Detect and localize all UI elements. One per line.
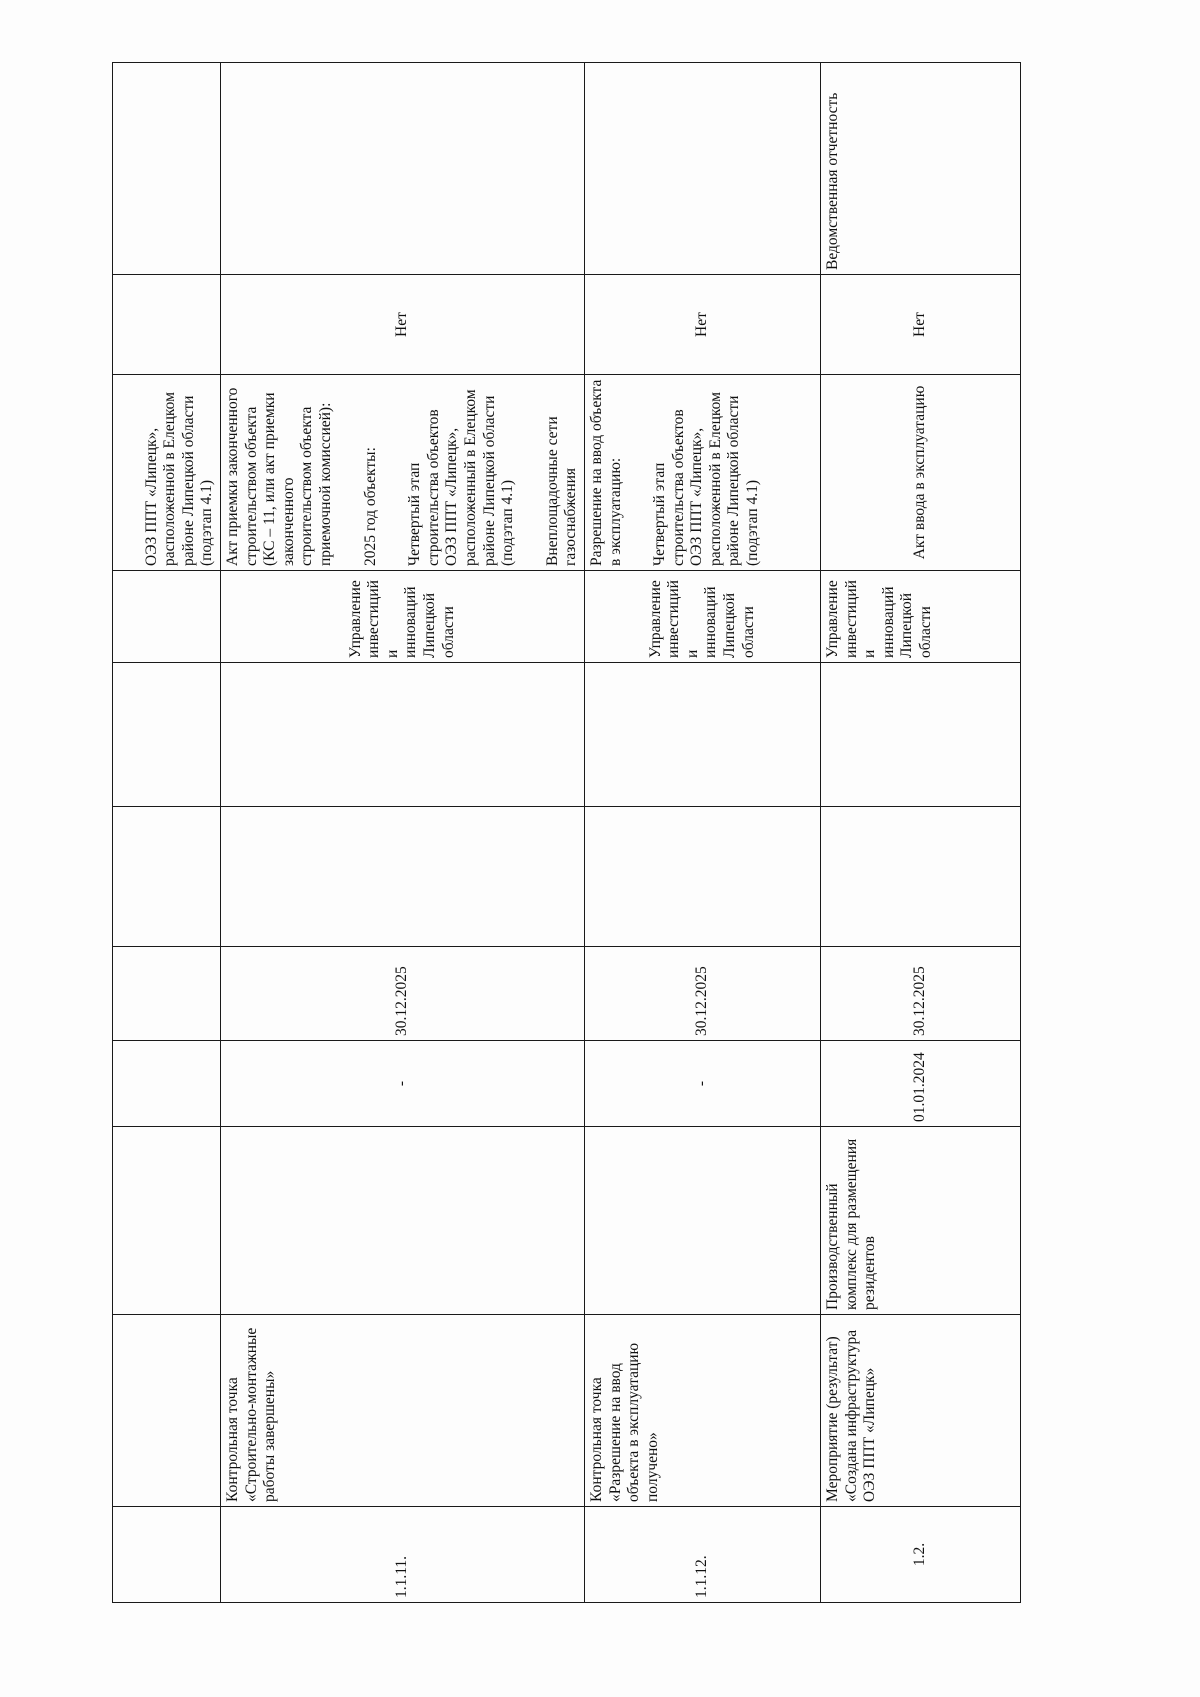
cell-empty-1 [584, 807, 820, 947]
table-row-1-1-12 [584, 63, 820, 1603]
cell-end-date [820, 947, 1020, 1041]
end-date: 30.12.2025 [693, 966, 711, 1036]
cell-responsible [113, 571, 221, 663]
responsible-org: Управление инвестиций и инноваций Липецкой области [646, 580, 757, 658]
row-number: 1.1.11. [393, 1555, 411, 1598]
plan-table [112, 62, 1021, 1603]
cell-responsible [820, 571, 1020, 663]
cell-document [221, 375, 585, 571]
cell-document [113, 375, 221, 571]
cell-flag [584, 275, 820, 375]
cell-start-date [584, 1041, 820, 1127]
document-line: Акт приемки законченного строительством объекта (КС – 11, или акт приемки законченного строительством объекта приемочной комиссией): [224, 387, 334, 566]
cell-name [584, 1315, 820, 1507]
flag-value: Нет [911, 312, 929, 337]
document-list [224, 379, 581, 566]
document-list [588, 379, 763, 566]
document-line: 2025 год объекты: [361, 447, 379, 566]
cell-empty-2 [820, 663, 1020, 807]
table-row-1-1-11 [221, 63, 585, 1603]
document-line: Внеплощадочные сети газоснабжения [543, 416, 580, 566]
responsible-org: Управление инвестиций и инноваций Липецкой области [346, 580, 457, 658]
rotated-table-container [112, 63, 1014, 1603]
cell-responsible [221, 571, 585, 663]
start-date-dash: - [393, 1080, 411, 1087]
flag-value: Нет [693, 312, 711, 337]
cell-document [820, 375, 1020, 571]
cell-empty-1 [820, 807, 1020, 947]
cell-empty-2 [584, 663, 820, 807]
cell-empty-2 [113, 663, 221, 807]
cell-end-date [221, 947, 585, 1041]
cell-document [584, 375, 820, 571]
cell-name [820, 1315, 1020, 1507]
document-line: Четвертый этап строительства объектов ОЭЗ ППТ «Липецк», расположенный в Елецком районе Липецкой области (подэтап 4.1) [406, 389, 517, 566]
cell-result [820, 1127, 1020, 1315]
flag-value: Нет [393, 312, 411, 337]
cell-empty-2 [221, 663, 585, 807]
cell-reporting [221, 63, 585, 275]
table-row-continuation [113, 63, 221, 1603]
document-line: Разрешение на ввод объекта в эксплуатацию: [587, 379, 624, 566]
document-line: Четвертый этап строительства объектов ОЭЗ ППТ «Липецк», расположенной в Елецком районе Липецкой области (подэтап 4.1) [651, 392, 762, 566]
measure-name: Мероприятие (результат) «Создана инфраструктура ОЭЗ ППТ «Липецк» [823, 1329, 879, 1502]
table-row-1-2 [820, 63, 1020, 1603]
cell-start-date [221, 1041, 585, 1127]
cell-name [221, 1315, 585, 1507]
start-date: 01.01.2024 [911, 1052, 929, 1122]
responsible-org: Управление инвестиций и инноваций Липецкой области [823, 580, 934, 658]
cell-end-date [113, 947, 221, 1041]
reporting-text: Ведомственная отчетность [823, 92, 841, 270]
cell-result [584, 1127, 820, 1315]
cell-flag [820, 275, 1020, 375]
end-date: 30.12.2025 [911, 966, 929, 1036]
document-text: ОЭЗ ППТ «Липецк», расположенной в Елецком районе Липецкой области (подэтап 4.1) [142, 392, 216, 566]
control-point-name: Контрольная точка «Разрешение на ввод объекта в эксплуатацию получено» [587, 1342, 661, 1502]
row-number: 1.2. [911, 1542, 929, 1567]
document-text: Акт ввода в эксплуатацию [911, 385, 929, 560]
cell-end-date [584, 947, 820, 1041]
cell-reporting [820, 63, 1020, 275]
row-number: 1.1.12. [693, 1555, 711, 1598]
start-date-dash: - [693, 1080, 711, 1087]
cell-start-date [820, 1041, 1020, 1127]
cell-start-date [113, 1041, 221, 1127]
cell-num [584, 1507, 820, 1603]
cell-num [820, 1507, 1020, 1603]
cell-result [221, 1127, 585, 1315]
end-date: 30.12.2025 [393, 966, 411, 1036]
cell-empty-1 [113, 807, 221, 947]
cell-responsible [584, 571, 820, 663]
cell-num [221, 1507, 585, 1603]
cell-result [113, 1127, 221, 1315]
cell-flag [113, 275, 221, 375]
cell-empty-1 [221, 807, 585, 947]
cell-num [113, 1507, 221, 1603]
cell-reporting [113, 63, 221, 275]
control-point-name: Контрольная точка «Строительно-монтажные работы завершены» [224, 1327, 279, 1502]
cell-reporting [584, 63, 820, 275]
cell-flag [221, 275, 585, 375]
cell-name [113, 1315, 221, 1507]
result-text: Производственный комплекс для размещения резидентов [823, 1138, 879, 1310]
